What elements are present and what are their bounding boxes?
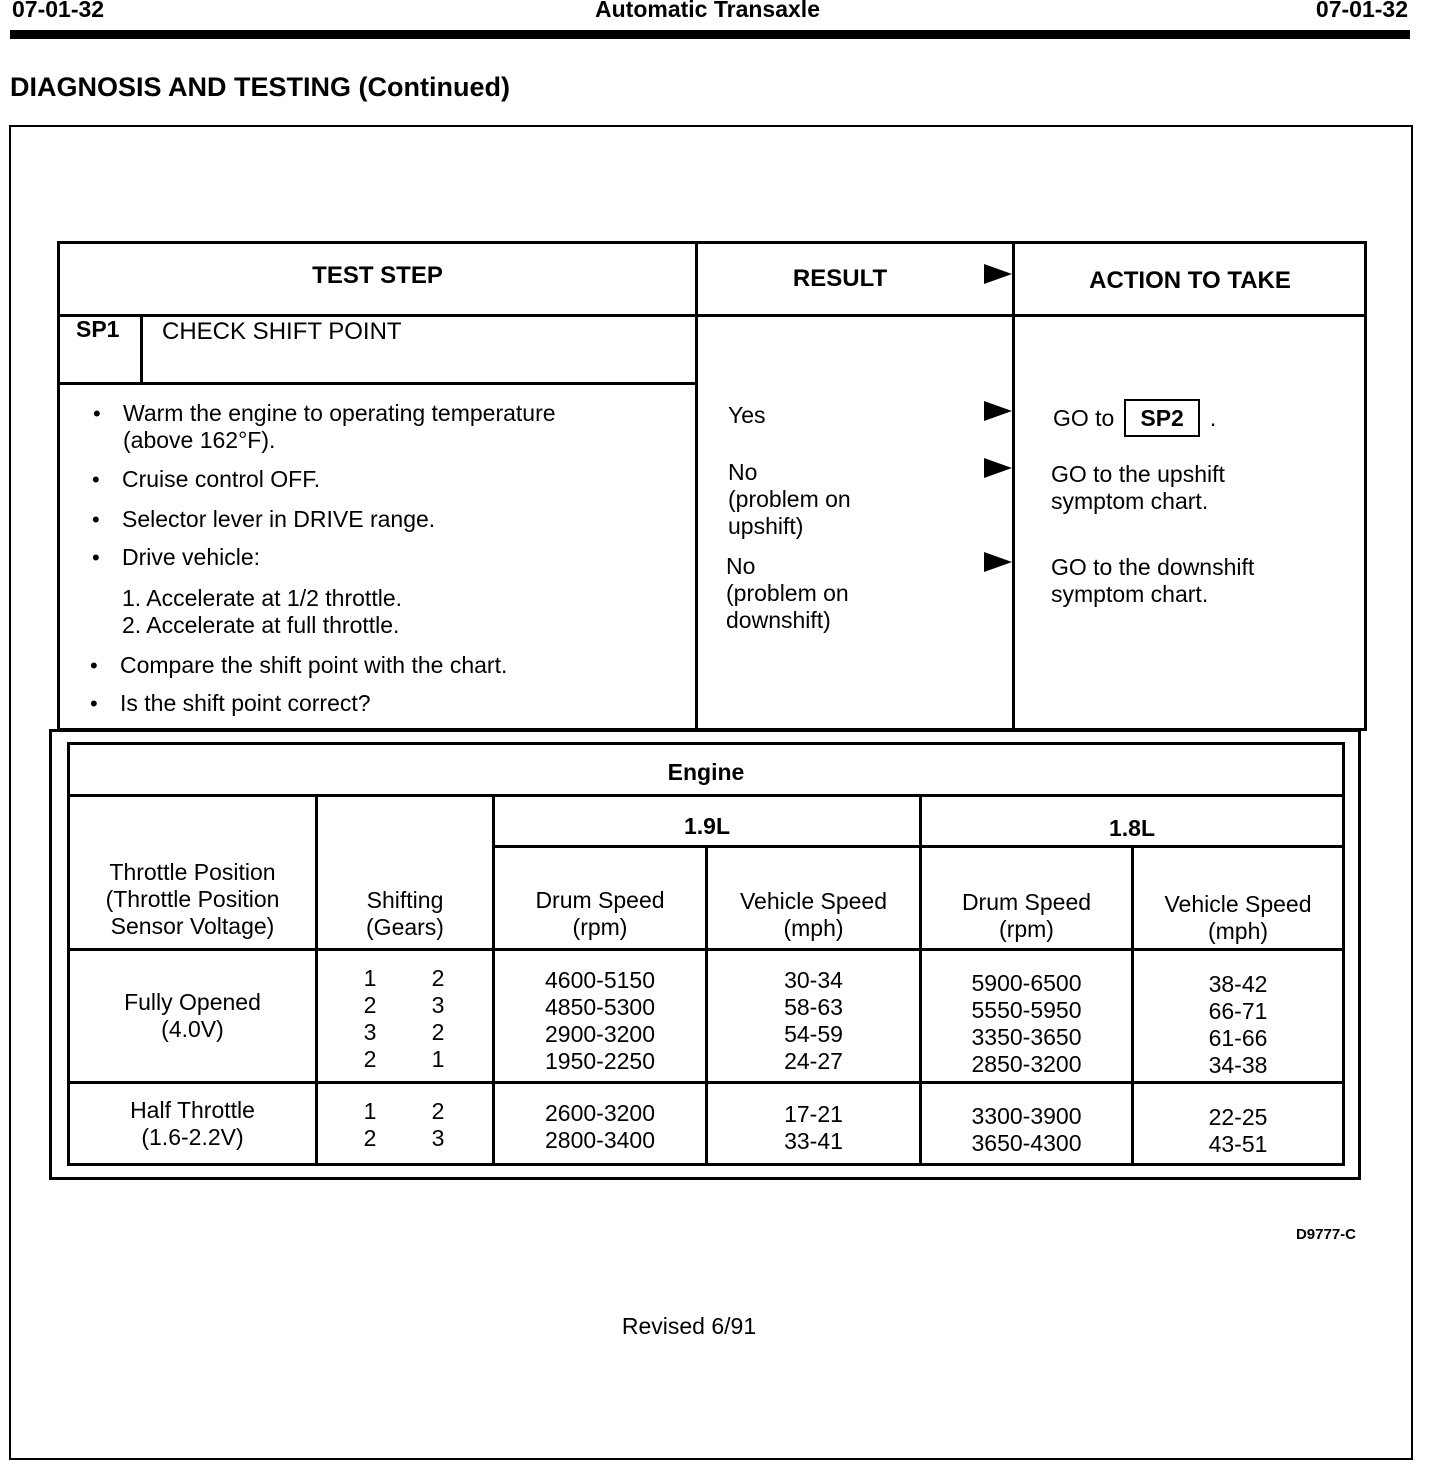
engine-1-9l-header: 1.9L (683, 813, 731, 839)
header-divider (60, 314, 1364, 317)
drum-speed-header: Drum Speed (rpm) (535, 887, 665, 940)
page-number-left: 07-01-32 (12, 0, 105, 22)
vehicle-speed-cell: 38-42 66-71 61-66 34-38 (1208, 971, 1268, 1078)
instruction-item: • Selector lever in DRIVE range. (92, 506, 436, 532)
drum-speed-header: Drum Speed (rpm) (961, 889, 1092, 942)
instruction-substep: 2. Accelerate at full throttle. (122, 612, 400, 638)
vehicle-speed-header: Vehicle Speed (mph) (1164, 891, 1312, 944)
col-result: RESULT (792, 265, 888, 292)
gear-from-cell: 1 2 3 2 (363, 965, 377, 1072)
gear-to-cell: 2 3 2 1 (431, 965, 445, 1072)
instruction-item: • Warm the engine to operating temperature (93, 400, 556, 426)
engine-1-8l-header: 1.8L (1108, 815, 1156, 841)
header-rule (10, 30, 1410, 39)
figure-code: D9777-C (1295, 1226, 1356, 1243)
engine-shift-table (67, 742, 1345, 1166)
instruction-item: • Drive vehicle: (92, 544, 261, 570)
instruction-substep: 1. Accelerate at 1/2 throttle. (122, 585, 402, 611)
page-title: Automatic Transaxle (595, 0, 820, 22)
sp2-reference-box[interactable]: SP2 (1124, 399, 1199, 437)
throttle-position-header: Throttle Position (Throttle Position Sensor Voltage) (105, 859, 280, 939)
shifting-header: Shifting (Gears) (366, 887, 444, 940)
step-title-divider (60, 382, 696, 385)
drum-speed-cell: 2600-3200 2800-3400 (545, 1100, 655, 1153)
arrow-icon (984, 458, 1012, 478)
action-upshift-chart: GO to the upshift symptom chart. (1051, 461, 1225, 514)
drum-speed-cell: 4600-5150 4850-5300 2900-3200 1950-2250 (545, 967, 655, 1074)
vehicle-speed-cell: 22-25 43-51 (1208, 1104, 1268, 1157)
step-code-divider (140, 314, 143, 384)
instruction-continuation: (above 162°F). (123, 427, 276, 453)
action-downshift-chart: GO to the downshift symptom chart. (1051, 554, 1255, 607)
drum-speed-cell: 5900-6500 5550-5950 3350-3650 2850-3200 (971, 970, 1082, 1077)
arrow-icon (984, 264, 1012, 284)
vehicle-speed-cell: 30-34 58-63 54-59 24-27 (784, 967, 843, 1074)
arrow-icon (984, 552, 1012, 572)
result-yes: Yes (728, 402, 766, 428)
row-divider (70, 794, 1342, 797)
page-number-right: 07-01-32 (1315, 0, 1408, 22)
col-action: ACTION TO TAKE (1089, 267, 1291, 294)
arrow-icon (984, 401, 1012, 421)
gear-to-cell: 2 3 (431, 1098, 445, 1151)
table-row-label: Fully Opened (4.0V) (124, 989, 261, 1042)
engine-header: Engine (667, 759, 745, 785)
vehicle-speed-header: Vehicle Speed (mph) (739, 888, 888, 941)
table-row-label: Half Throttle (1.6-2.2V) (130, 1097, 255, 1150)
instruction-item: • Compare the shift point with the chart. (90, 652, 508, 678)
revision-note: Revised 6/91 (621, 1313, 757, 1339)
result-no-downshift: No (problem on downshift) (726, 553, 849, 633)
vehicle-speed-cell: 17-21 33-41 (784, 1101, 843, 1154)
result-no-upshift: No (problem on upshift) (728, 459, 851, 539)
action-go-to-sp2: GO to SP2 . (1053, 399, 1216, 437)
step-title: CHECK SHIFT POINT (162, 318, 402, 345)
instruction-item: • Cruise control OFF. (92, 466, 321, 492)
col-test-step: TEST STEP (312, 262, 443, 289)
step-code: SP1 (76, 316, 120, 342)
instruction-item: • Is the shift point correct? (90, 690, 371, 716)
section-title: DIAGNOSIS AND TESTING (Continued) (10, 72, 510, 102)
drum-speed-cell: 3300-3900 3650-4300 (971, 1103, 1082, 1156)
col-divider (315, 794, 318, 1164)
test-step-table (57, 241, 1367, 731)
gear-from-cell: 1 2 (363, 1098, 377, 1151)
